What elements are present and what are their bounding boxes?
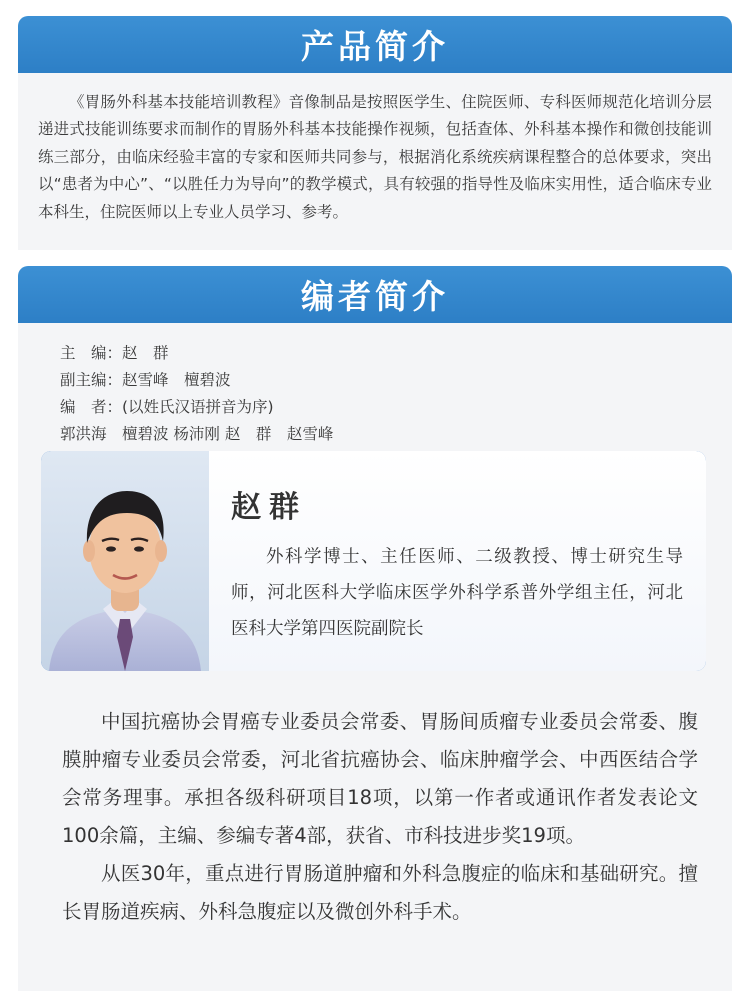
bio-paragraph: 从医30年，重点进行胃肠道肿瘤和外科急腹症的临床和基础研究。擅长胃肠道疾病、外科急腹症以及微创外科手术。 [62, 862, 698, 923]
deputy-editors-line: 副主编：赵雪峰 檀碧波 [60, 371, 231, 389]
editors-title: 编者简介 [301, 277, 449, 316]
profile-title: 外科学博士、主任医师、二级教授、博士研究生导师，河北医科大学临床医学外科学系普外学组主任，河北医科大学第四医院副院长 [231, 547, 683, 639]
editor-names-line: 郭洪海 檀碧波 杨沛刚 赵 群 赵雪峰 [60, 425, 334, 443]
chief-editor-line: 主 编：赵 群 [60, 344, 169, 362]
portrait-illustration [41, 451, 209, 671]
product-intro-text: 《胃肠外科基本技能培训教程》音像制品是按照医学生、住院医师、专科医师规范化培训分层递进式技能训练要求而制作的胃肠外科基本技能操作视频，包括查体、外科基本操作和微创技能训练三部分，由临床经验丰富的专家和医师共同参与，根据消化系统疾病课程整合的总体要求，突出以“患者为中心”、“以胜任力为导向”的教学模式，具有较强的指导性及临床实用性，适合临床专业本科生，住院医师以上专业人员学习、参考。 [38, 93, 712, 221]
profile-bio [62, 703, 698, 931]
product-intro-title: 产品简介 [301, 27, 449, 66]
profile-card [41, 451, 706, 671]
bio-paragraph: 中国抗癌协会胃癌专业委员会常委、胃肠间质瘤专业委员会常委、腹膜肿瘤专业委员会常委，河北省抗癌协会、临床肿瘤学会、中西医结合学会常务理事。承担各级科研项目18项，以第一作者或通讯作者发表论文100余篇，主编、参编专著4部，获省、市科技进步奖19项。 [62, 710, 698, 847]
editors-header [18, 266, 732, 323]
editors-label-line: 编 者：(以姓氏汉语拼音为序) [60, 398, 274, 416]
profile-name: 赵群 [231, 490, 307, 525]
author-photo [41, 451, 209, 671]
product-intro-header [18, 16, 732, 73]
product-intro-panel [18, 73, 732, 250]
